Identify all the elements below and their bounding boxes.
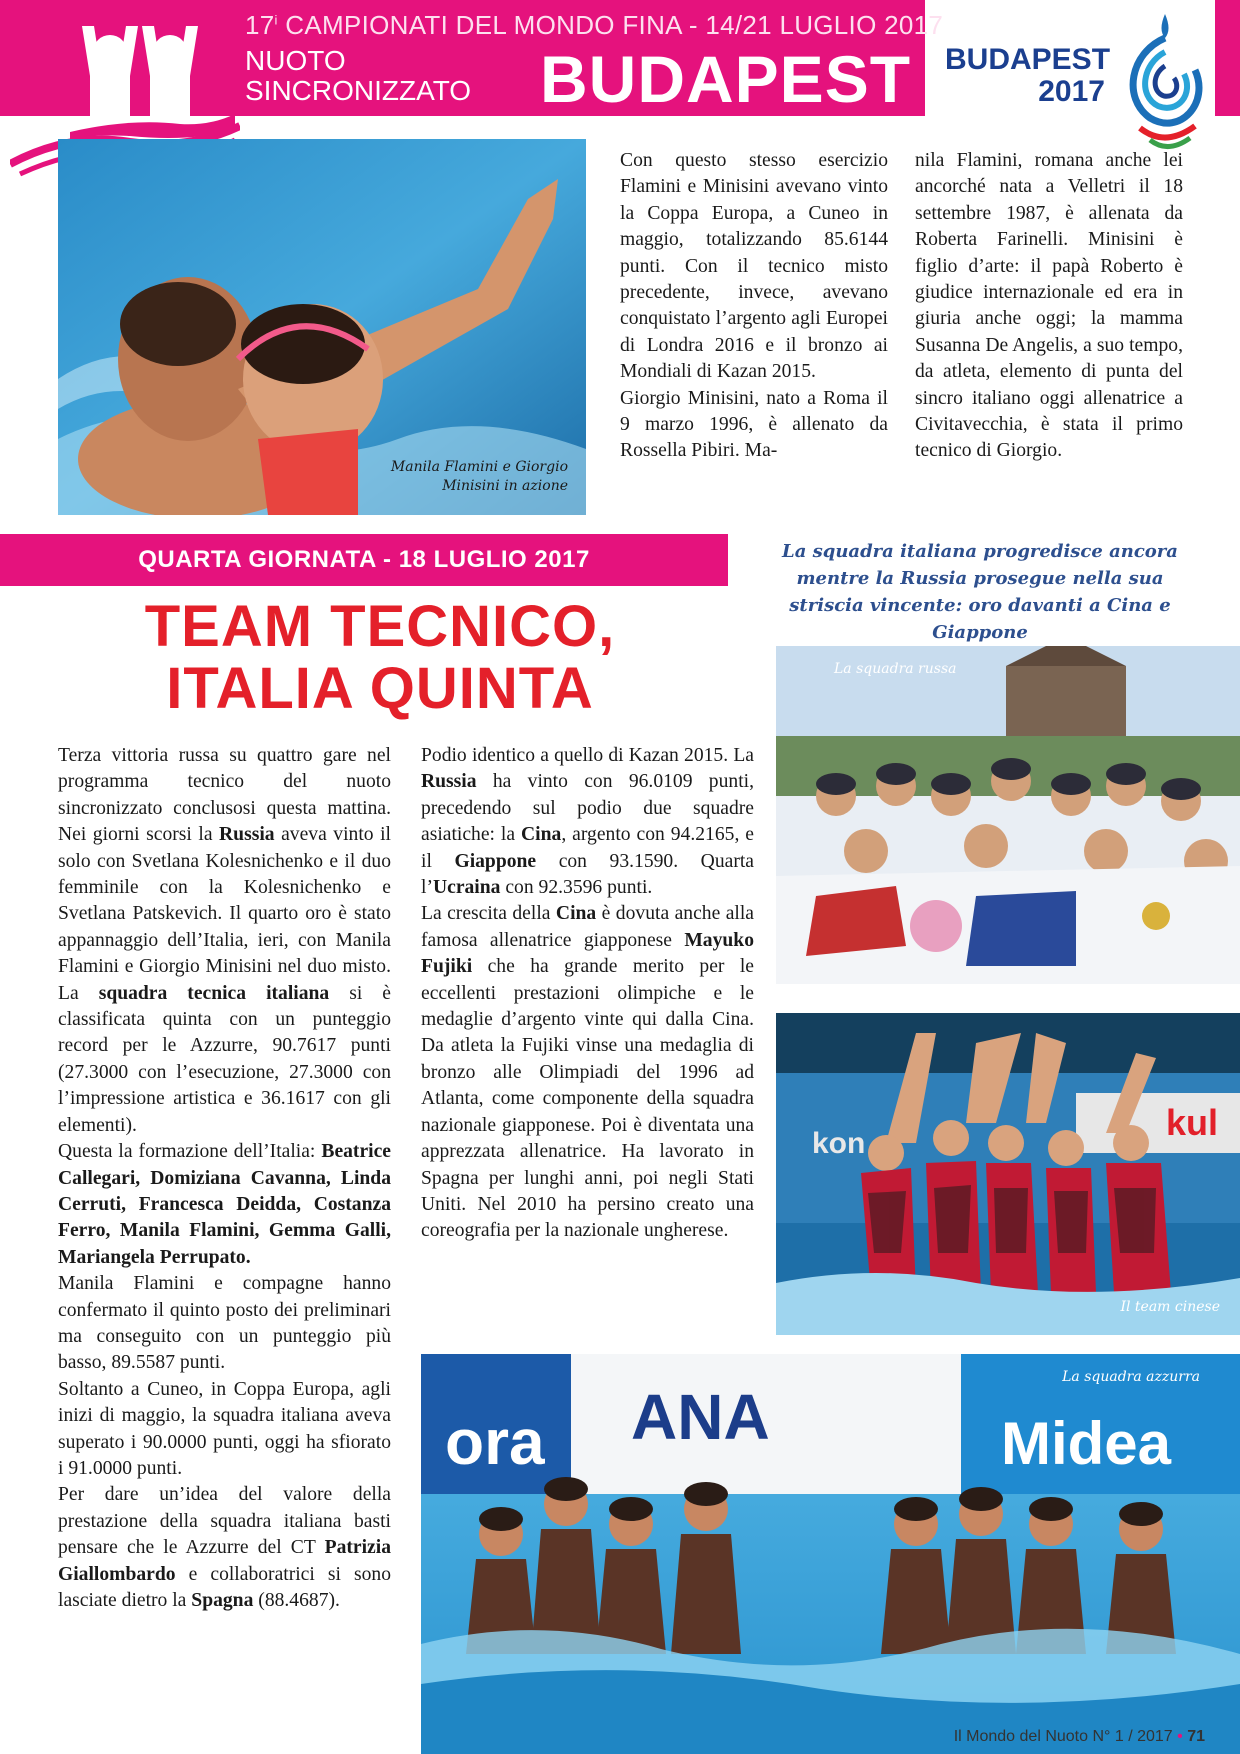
article-title: TEAM TECNICO, ITALIA QUINTA (144, 594, 616, 721)
budapest-2017-logo-text: BUDAPEST 2017 (945, 43, 1111, 108)
paragraph-3: Manila Flamini e compagne hanno confermato il quinto posto dei preliminari ma conseguito con un punteggio più basso, 89.5587 punti. (58, 1273, 391, 1374)
page-footer: Il Mondo del Nuoto N° 1 / 2017 • 71 (953, 1728, 1205, 1745)
paragraph-1: Terza vittoria russa su quattro gare nel programma tecnico del nuoto sincronizzato conclusosi questa mattina. Nei giorni scorsi la Russia aveva vinto il solo con Svetlana Kolesnichenko e il duo femminile con la Kolesnichenko e Svetlana Patskevich. Il quarto oro è stato appannaggio dell’Italia, ieri, con Manila Flamini e Giorgio Minisini nel duo misto. La squadra tecnica italiana si è classificata quinta con un punteggio record per le Azzurre, 90.7617 punti (27.3000 con l’esecuzione, 27.3000 con l’impressione artistica e 36.1617 con gli elementi). (58, 745, 391, 1136)
article-column-2 (421, 743, 754, 1245)
paragraph-6: Podio identico a quello di Kazan 2015. La Russia ha vinto con 96.0109 punti, precedendo sul podio due squadre asiatiche: la Cina, argento con 94.2165, e il Giappone con 93.1590. Quarta l’Ucraina con 92.3596 punti. (421, 745, 754, 899)
paragraph-4: Soltanto a Cuneo, in Coppa Europa, agli inizi di maggio, la squadra italiana aveva superato i 90.0000 punti, oggi ha sfiorato i 91.0000 punti. (58, 1378, 391, 1479)
china-photo-caption: Il team cinese (1120, 1299, 1220, 1315)
china-photo-banner-text-a: kon (812, 1127, 866, 1160)
article-column-1 (58, 743, 391, 1614)
china-team-photo (776, 1013, 1240, 1335)
section-banner: QUARTA GIORNATA - 18 LUGLIO 2017 (138, 546, 590, 573)
page-number: 71 (1187, 1728, 1205, 1745)
duo-photo (58, 139, 586, 515)
paragraph-7: La crescita della Cina è dovuta anche alla famosa allenatrice giapponese Mayuko Fujiki che ha grande merito per le eccellenti prestazioni olimpiche e le medaglie d’argento vinte qui dalla Cina. Da atleta la Fujiki vinse una medaglia di bronzo alle Olimpiadi del 1996 ad Atlanta, come componente della squadra nazionale giapponese. Poi è diventata una apprezzata allenatrice. Ha lavorato in Spagna per lunghi anni, poi negli Stati Uniti. Nel 2010 ha persino creato una coreografia per la nazionale ungherese. (421, 903, 754, 1242)
city-title: BUDAPEST (540, 42, 912, 116)
italy-photo-caption: La squadra azzurra (1062, 1369, 1200, 1385)
russia-photo-caption: La squadra russa (834, 661, 957, 677)
top-text-column-1: Con questo stesso esercizio Flamini e Minisini avevano vinto la Coppa Europa, a Cuneo in maggio, totalizzando 85.6144 punti. Con il tecnico misto precedente, invece, avevano conquistato l’argento agli Europei di Londra 2016 e il bronzo ai Mondiali di Kazan 2015. Giorgio Minisini, nato a Roma il 9 marzo 1996, è allenato da Rossella Pibiri. Ma- (620, 150, 888, 462)
paragraph-2: Questa la formazione dell’Italia: Beatrice Callegari, Domiziana Cavanna, Linda Cerruti, Francesca Deidda, Costanza Ferro, Manila Flamini, Gemma Galli, Mariangela Perrupato. (58, 1141, 391, 1268)
duo-photo-caption: Manila Flamini e Giorgio Minisini in azione (390, 459, 568, 494)
italy-team-photo (421, 1354, 1240, 1754)
russia-team-photo (776, 646, 1240, 984)
italy-photo-banner-text-c: ora (445, 1406, 545, 1478)
event-line: 17$^i$ CAMPIONATI DEL MONDO FINA - 14/21 LUGLIO 2017 (245, 10, 944, 40)
discipline-label: NUOTO SINCRONIZZATO (245, 45, 472, 106)
paragraph-5: Per dare un’idea del valore della prestazione della squadra italiana basti pensare che le Azzurre del CT Patrizia Giallombardo e collaboratrici si sono lasciate dietro la Spagna (88.4687). (58, 1484, 391, 1611)
italy-photo-banner-text-b: Midea (1001, 1410, 1172, 1477)
top-text-column-2: nila Flamini, romana anche lei ancorché nata a Velletri il 18 settembre 1987, è allenata da Roberta Farinelli. Minisini è figlio d’arte: il papà Roberto è giudice internazionale ed era in giuria anche oggi; la mamma Susanna De Angelis, a suo tempo, da atleta, elemento di punta del sincro italiano oggi allenatrice a Civitavecchia, è stata il primo tecnico di Giorgio. (915, 150, 1183, 462)
italy-photo-banner-text-a: ANA (631, 1381, 770, 1453)
article-subtitle: La squadra italiana progredisce ancora mentre la Russia prosegue nella sua striscia vincente: oro davanti a Cina e Giappone (782, 541, 1178, 643)
china-photo-banner-text-b: kul (1166, 1102, 1219, 1143)
